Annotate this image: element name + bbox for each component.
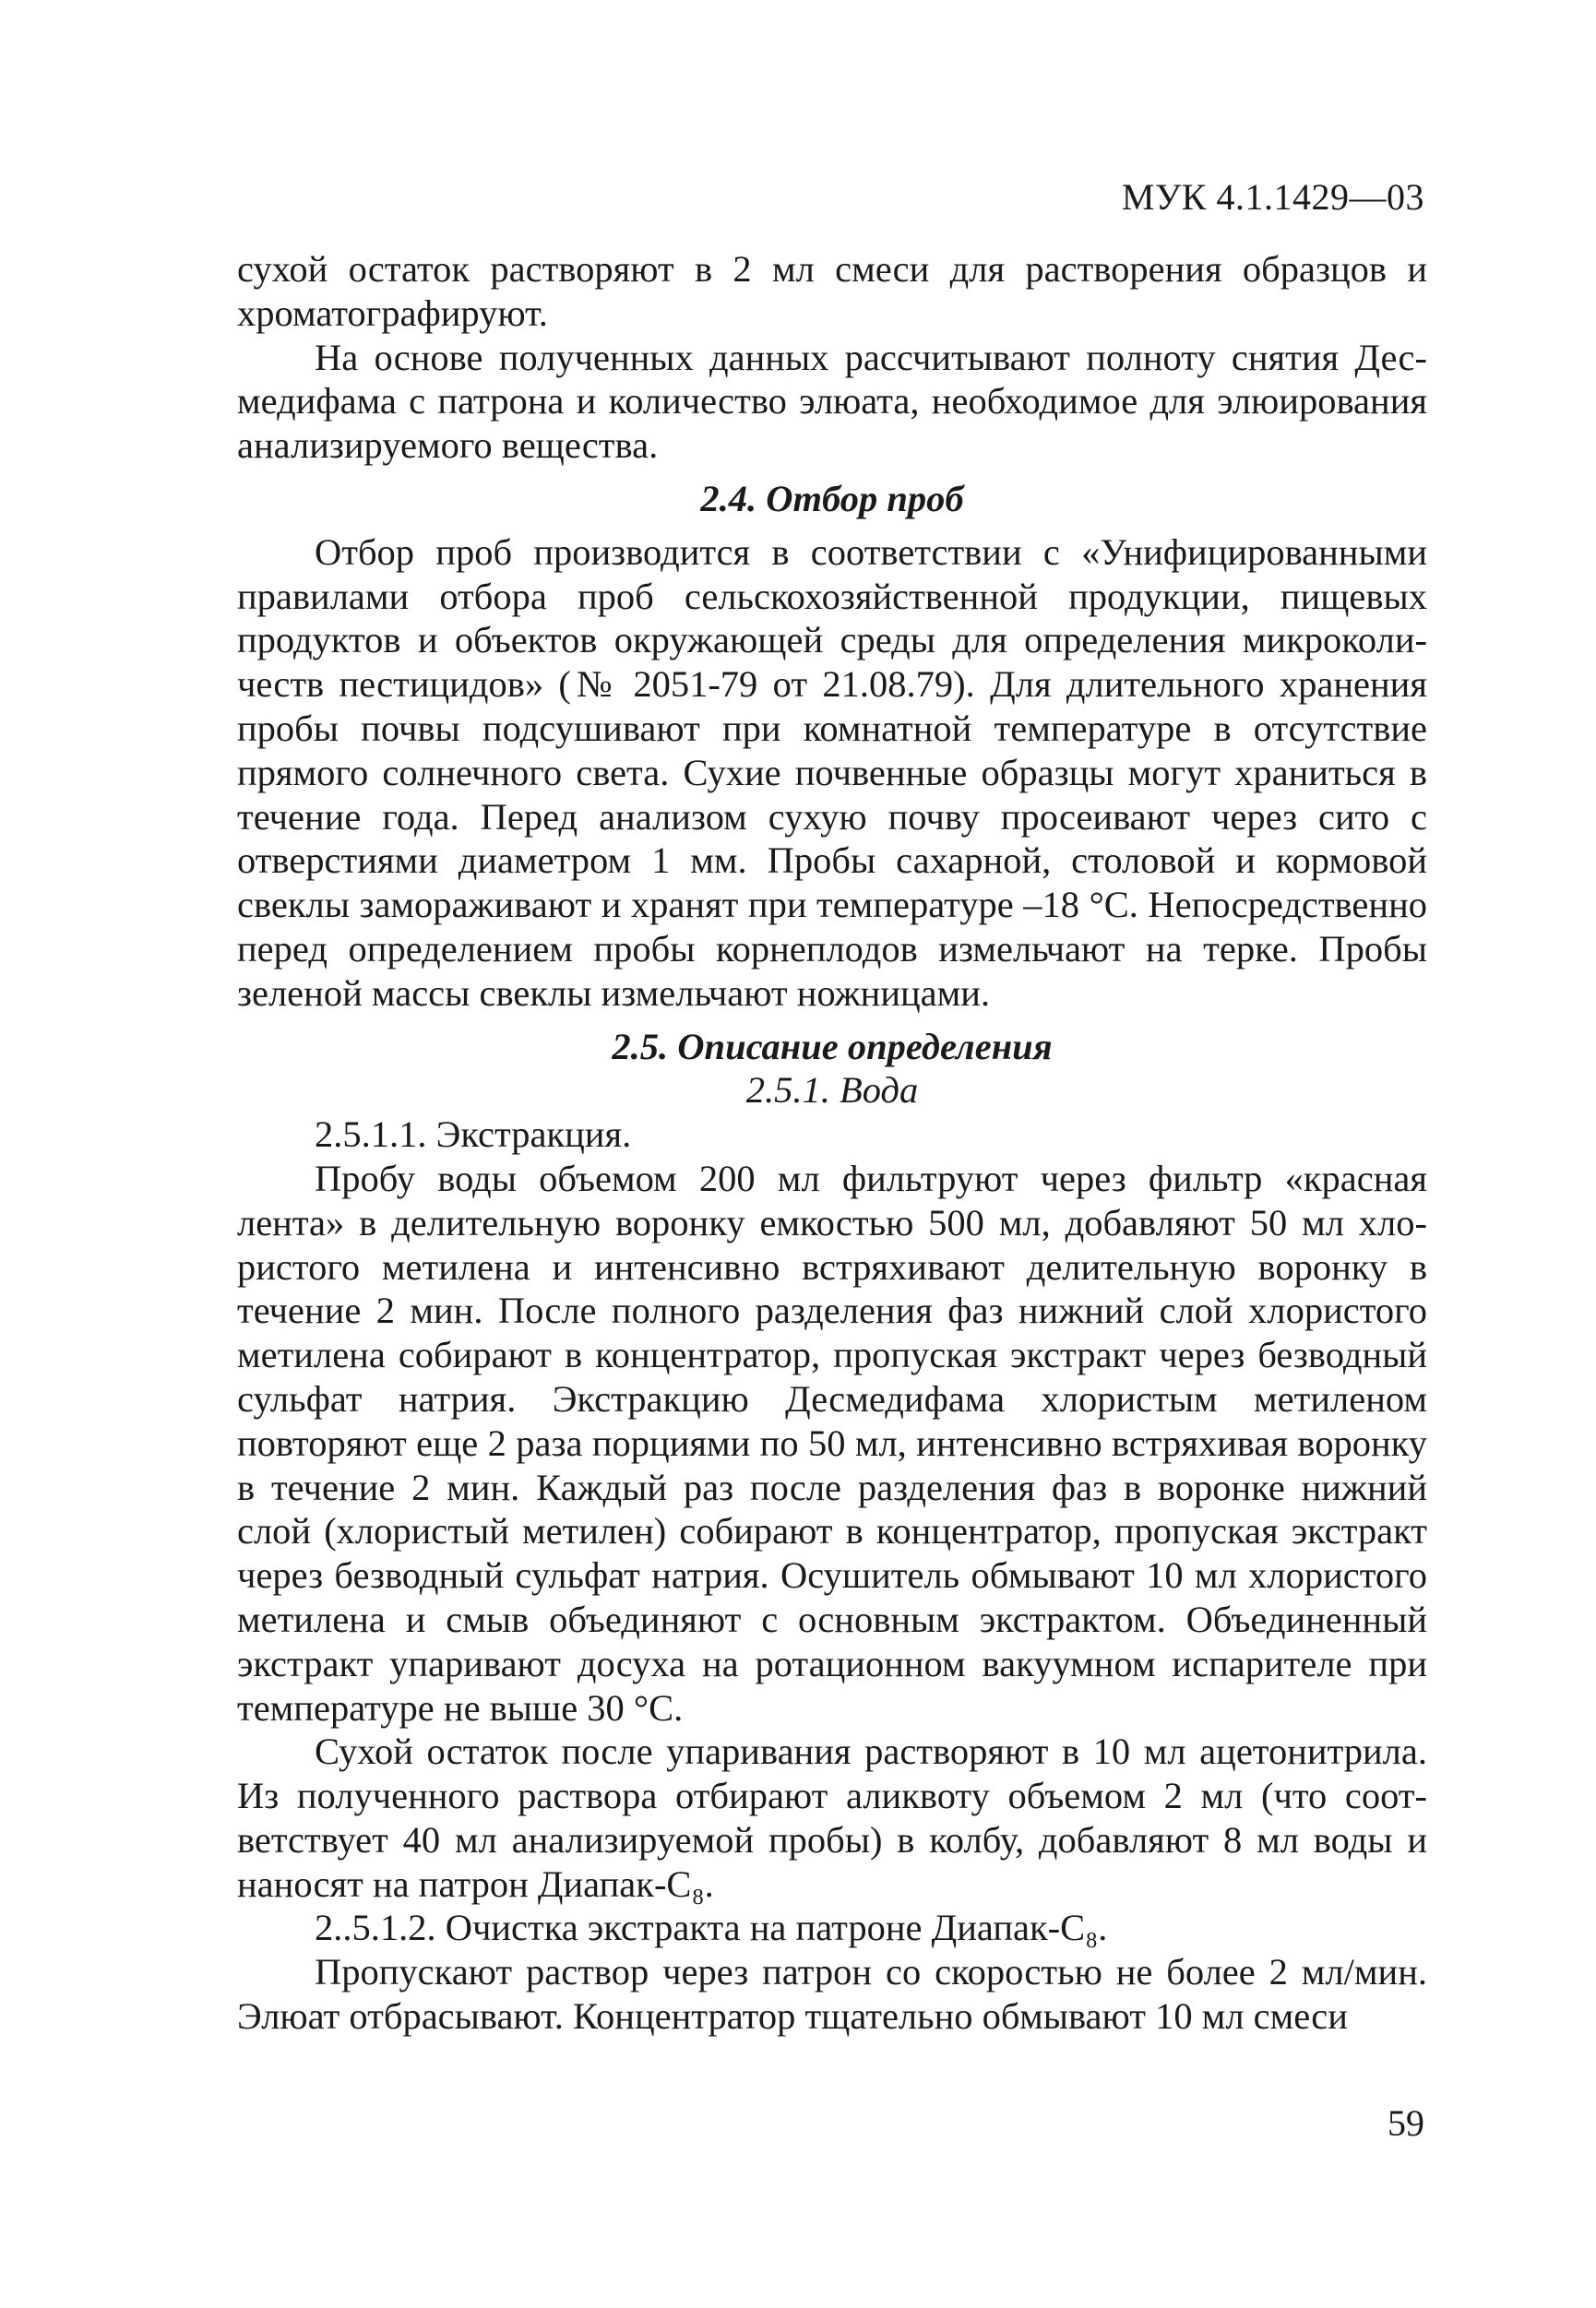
paragraph: На основе полученных данных рассчитывают полноту снятия Десмедифама с патрона и количество элюата, необходимое для элюирования анализируемого вещества. xyxy=(237,336,1427,467)
page-number: 59 xyxy=(1388,2102,1424,2144)
paragraph: сухой остаток растворяют в 2 мл смеси для растворения образцов и хроматографируют. xyxy=(237,248,1427,334)
subsection-heading: 2.5.1. Вода xyxy=(745,1069,919,1112)
page-body xyxy=(237,247,1427,2039)
section-heading: 2.4. Отбор проб xyxy=(700,477,964,519)
paragraph: Сухой остаток после упаривания растворяют в 10 мл ацетонитрила. Из полученного раствора отбирают аликвоту объемом 2 мл (что соответствует 40 мл анализируемой пробы) в колбу, добавляют 8 мл воды и наносят на патрон Диапак-С₈. xyxy=(237,1731,1427,1905)
section-heading: 2.5. Описание определения xyxy=(612,1025,1053,1067)
paragraph: Пробу воды объемом 200 мл фильтруют через фильтр «красная лента» в делительную воронку емкостью 500 мл, добавляют 50 мл хлористого метилена и интенсивно встряхивают делительную воронку в течение 2 мин. После полного разделения фаз нижний слой хлористого метилена собирают в концентратор, пропуская экстракт через безводный сульфат натрия. Экстракцию Десмедифама хлористым метиленом повторяют еще 2 раза порциями по 50 мл, интенсивно встряхивая воронку в течение 2 мин. Каждый раз после разделения фаз в воронке нижний слой (хлористый метилен) собирают в концентратор, пропуская экстракт через безводный сульфат натрия. Осушитель обмывают 10 мл хлористого метилена и смыв объединяют с основным экстрактом. Объединенный экстракт упаривают досуха на ротационном вакуумном испарителе при температуре не выше 30 °С. xyxy=(237,1157,1427,1729)
paragraph: Отбор проб производится в соответствии с «Унифицированными правилами отбора проб сельскохозяйственной продукции, пищевых продуктов и объектов окружающей среды для определения микроколичеств пестицидов» (№ 2051-79 от 21.08.79). Для длительного хранения пробы почвы подсушивают при комнатной температуре в отсутствие прямого солнечного света. Сухие почвенные образцы могут храниться в течение года. Перед анализом сухую почву просеивают через сито с отверстиями диаметром 1 мм. Пробы сахарной, столовой и кормовой свеклы замораживают и хранят при температуре –18 °С. Непосредственно перед определением пробы корнеплодов измельчают на терке. Пробы зеленой массы свеклы измельчают ножницами. xyxy=(237,530,1427,1014)
paragraph: Пропускают раствор через патрон со скоростью не более 2 мл/мин. Элюат отбрасывают. Концентратор тщательно обмывают 10 мл смеси xyxy=(237,1951,1427,2038)
page-header: МУК 4.1.1429—03 xyxy=(1121,176,1424,218)
paragraph: 2.5.1.1. Экстракция. xyxy=(315,1113,632,1156)
paragraph: 2..5.1.2. Очистка экстракта на патроне Диапак-С₈. xyxy=(315,1907,1108,1949)
